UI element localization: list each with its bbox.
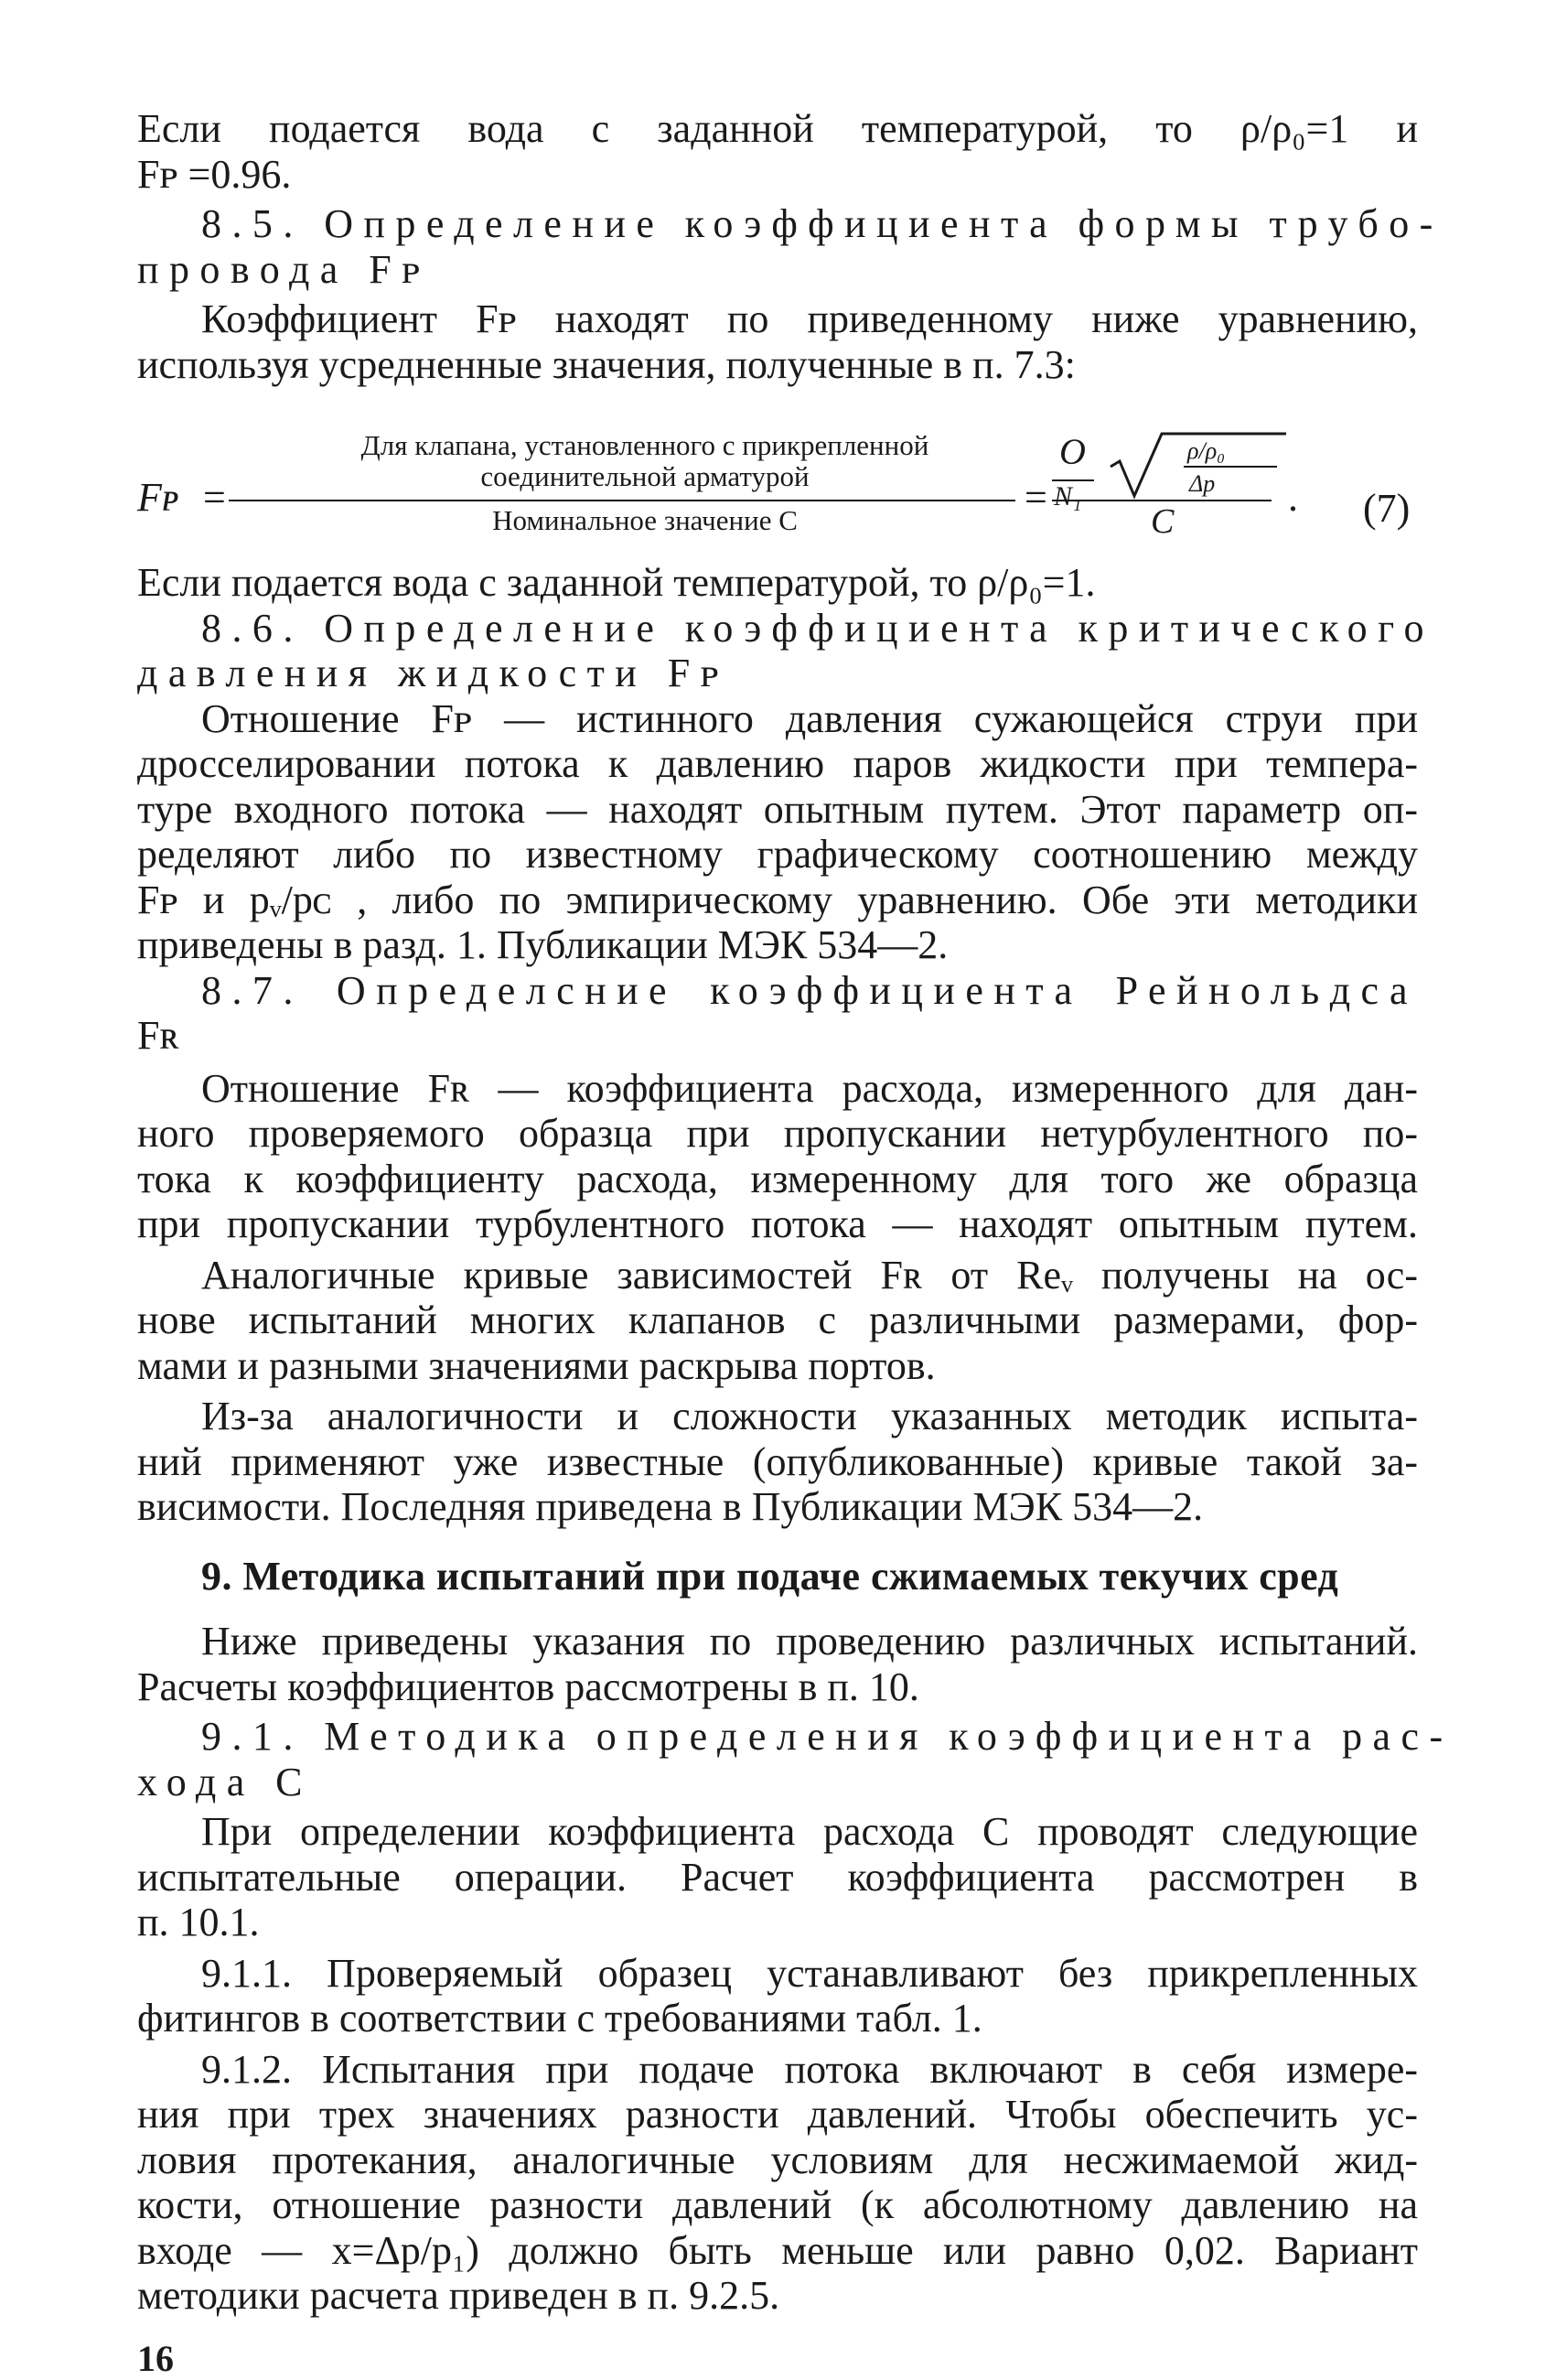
formula-numerator — [284, 430, 1006, 492]
text-line: п. 10.1. — [137, 1900, 260, 1944]
section-heading-9-1: 9.1. Методика определения коэффициента рас- — [201, 1714, 1454, 1759]
formula-number: (7) — [1363, 486, 1411, 531]
text-line: Если подается вода с заданной температурой, то ρ/ρ₀=1. — [137, 560, 1096, 605]
text-line: используя усредненные значения, полученные в п. 7.3: — [137, 342, 1076, 387]
text-line: 9.1.2. Испытания при подаче потока включают в себя измере- — [201, 2047, 1418, 2092]
text-line: входе — x=Δp/p₁) должно быть меньше или равно 0,02. Вариант — [137, 2228, 1418, 2273]
text-line: кости, отношение разности давлений (к абсолютному давлению на — [137, 2182, 1418, 2227]
section-heading-8-7-cont: Fʀ — [137, 1013, 179, 1058]
text-line: Fᴘ =0.96. — [137, 152, 292, 197]
text-line: ния при трех значениях разности давлений. Чтобы обеспечить ус- — [137, 2092, 1418, 2137]
text-line: нове испытаний многих клапанов с различными размерами, фор- — [137, 1298, 1418, 1342]
text-line: Из-за аналогичности и сложности указанных методик испыта- — [201, 1394, 1418, 1438]
text-line: ределяют либо по известному графическому соотношению между — [137, 832, 1418, 877]
text-line: тока к коэффициенту расхода, измеренному для того же образца — [137, 1157, 1418, 1201]
text-line: Отношение Fᴘ — истинного давления сужающейся струи при — [201, 696, 1418, 741]
formula-fraction-bar — [229, 500, 1015, 501]
text-line: ний применяют уже известные (опубликованные) кривые такой за- — [137, 1439, 1418, 1484]
formula-o: O — [1059, 431, 1086, 472]
formula-7 — [137, 430, 1418, 558]
section-heading-8-6: 8.6. Определение коэффициента критического — [201, 606, 1434, 651]
text-line: мами и разными значениями раскрыва портов. — [137, 1343, 936, 1388]
text-line: туре входного потока — находят опытным путем. Этот параметр оп- — [137, 787, 1418, 832]
text-line: Fᴘ и pᵥ/pᴄ , либо по эмпирическому уравнению. Обе эти методики — [137, 878, 1418, 922]
section-heading-9-1-cont: хода C — [137, 1760, 313, 1804]
text-line: испытательные операции. Расчет коэффициента рассмотрен в — [137, 1855, 1418, 1900]
text-line: при пропускании турбулентного потока — находят опытным путем. — [137, 1201, 1418, 1246]
formula-delta-p: Δp — [1189, 470, 1216, 497]
text-line: приведены в разд. 1. Публикации МЭК 534—2. — [137, 922, 949, 967]
formula-rho-ratio: ρ/ρ₀ — [1187, 437, 1226, 464]
formula-dot: . — [1288, 475, 1298, 520]
formula-c: C — [1151, 502, 1175, 541]
text-line: Коэффициент Fᴘ находят по приведенному ниже уравнению, — [201, 296, 1418, 341]
text-line: При определении коэффициента расхода C проводят следующие — [201, 1809, 1418, 1854]
formula-equals: = — [203, 475, 226, 520]
formula-n1: N₁ — [1054, 481, 1082, 512]
text-line: Ниже приведены указания по проведению различных испытаний. — [201, 1619, 1418, 1664]
text-line: Аналогичные кривые зависимостей Fʀ от Reᵥ получены на ос- — [201, 1253, 1418, 1298]
text-line: ловия протекания, аналогичные условиям для несжимаемой жид- — [137, 2138, 1418, 2182]
text-line: дросселировании потока к давлению паров жидкости при темпера- — [137, 741, 1418, 786]
section-heading-8-7: 8.7. Определсние коэффициента Рейнольдса — [201, 968, 1418, 1013]
text-line: Если подается вода с заданной температурой, то ρ/ρ₀=1 и — [137, 106, 1418, 151]
page-number: 16 — [137, 2338, 174, 2379]
section-heading-8-5: 8.5. Определение коэффициента формы трубо- — [201, 201, 1443, 246]
section-heading-9: 9. Методика испытаний при подаче сжимаемых текучих сред — [201, 1554, 1339, 1599]
text-line: ного проверяемого образца при пропускании нетурбулентного по- — [137, 1111, 1418, 1156]
formula-lhs: Fᴘ — [137, 475, 178, 520]
text-line: Отношение Fʀ — коэффициента расхода, измеренного для дан- — [201, 1066, 1418, 1111]
section-heading-8-6-cont: давления жидкости Fᴘ — [137, 651, 730, 695]
formula-equals: = — [1025, 475, 1047, 520]
formula-denominator: Номинальное значение C — [492, 504, 798, 536]
text-line: висимости. Последняя приведена в Публикации МЭК 534—2. — [137, 1484, 1204, 1529]
text-line: методики расчета приведен в п. 9.2.5. — [137, 2273, 780, 2318]
formula-numerator-line: Для клапана, установленного с прикрепленной — [360, 429, 929, 461]
section-heading-8-5-cont: провода Fᴘ — [137, 247, 431, 292]
text-line: фитингов в соответствии с требованиями табл. 1. — [137, 1996, 982, 2041]
text-line: Расчеты коэффициентов рассмотрены в п. 10. — [137, 1664, 919, 1709]
text-line: 9.1.1. Проверяемый образец устанавливают без прикрепленных — [201, 1951, 1418, 1996]
formula-numerator-line: соединительной арматурой — [480, 460, 810, 492]
